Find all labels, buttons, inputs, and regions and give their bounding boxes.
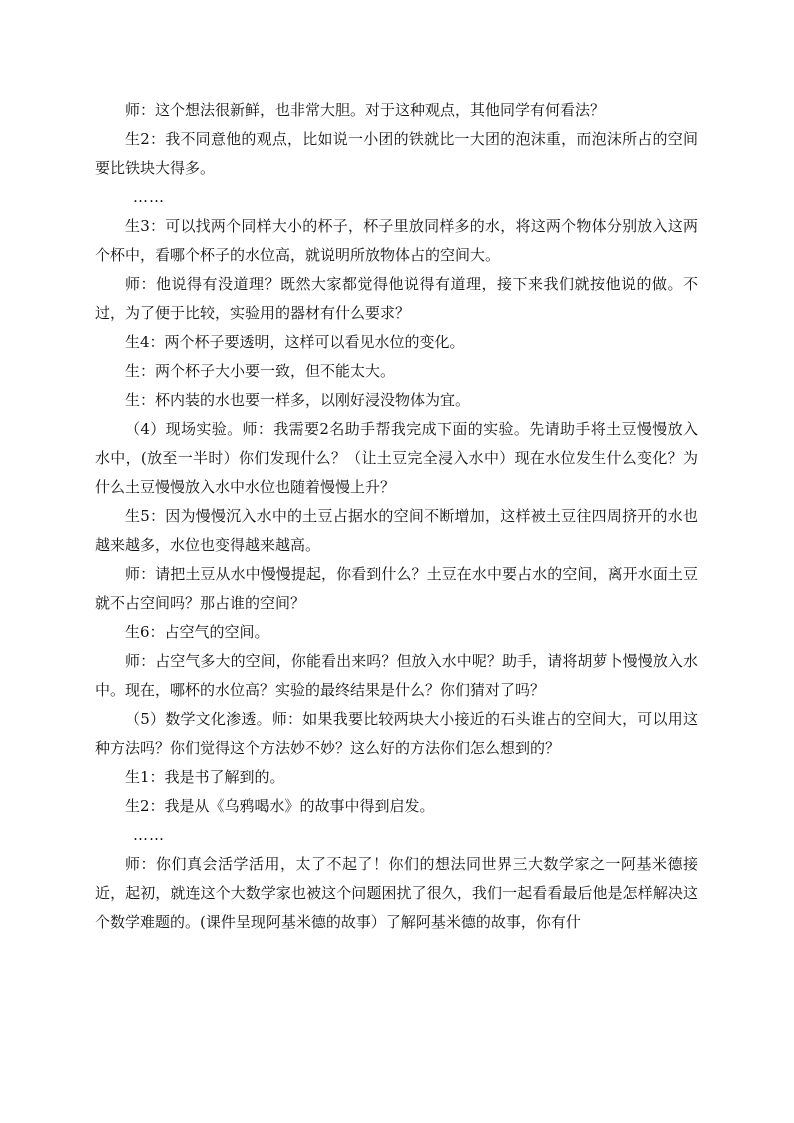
- paragraph-teacher-carrot: 师：占空气多大的空间，你能看出来吗？但放入水中呢？助手，请将胡萝卜慢慢放入水中。现在，哪杯的水位高？实验的最终结果是什么？你们猜对了吗？: [95, 652, 698, 699]
- paragraph-student5-answer: 生5：因为慢慢沉入水中的土豆占据水的空间不断增加，这样被土豆往四周挤开的水也越来越多，水位也变得越来越高。: [95, 507, 698, 554]
- paragraph-student6-answer: 生6：占空气的空间。: [125, 623, 270, 641]
- paragraph-student2-answer: 生2：我不同意他的观点，比如说一小团的铁就比一大团的泡沫重，而泡沫所占的空间要比铁块大得多。: [95, 130, 698, 177]
- paragraph-student-cup-size: 生：两个杯子大小要一致，但不能太大。: [125, 362, 396, 380]
- ellipsis-mark: ……: [133, 826, 165, 844]
- paragraph-teacher-question: 师：这个想法很新鲜，也非常大胆。对于这种观点，其他同学有何看法？: [125, 101, 606, 119]
- paragraph-teacher-archimedes: 师：你们真会活学活用，太了不起了！你们的想法同世界三大数学家之一阿基米德接近，起初，就连这个大数学家也被这个问题困扰了很久，我们一起看看最后他是怎样解决这个数学难题的。(课件呈现阿基米德的故事）了解阿基米德的故事，你有什: [95, 855, 698, 931]
- paragraph-teacher-requirements: 师：他说得有没道理？既然大家都觉得他说得有道理，接下来我们就按他说的做。不过，为了便于比较，实验用的器材有什么要求？: [95, 275, 698, 322]
- paragraph-student4-answer: 生4：两个杯子要透明，这样可以看见水位的变化。: [125, 333, 465, 351]
- ellipsis-mark: ……: [133, 188, 165, 206]
- paragraph-student2-crow: 生2：我是从《乌鸦喝水》的故事中得到启发。: [125, 797, 435, 815]
- paragraph-math-culture: （5）数学文化渗透。师：如果我要比较两块大小接近的石头谁占的空间大，可以用这种方法吗？你们觉得这个方法妙不妙？这么好的方法你们怎么想到的？: [95, 710, 698, 757]
- paragraph-student-water-amount: 生：杯内装的水也要一样多，以刚好浸没物体为宜。: [125, 391, 471, 409]
- paragraph-student3-answer: 生3：可以找两个同样大小的杯子，杯子里放同样多的水，将这两个物体分别放入这两个杯中，看哪个杯子的水位高，就说明所放物体占的空间大。: [95, 217, 698, 264]
- paragraph-live-experiment: （4）现场实验。师：我需要2名助手帮我完成下面的实验。先请助手将土豆慢慢放入水中，(放至一半时）你们发现什么？（让土豆完全浸入水中）现在水位发生什么变化？为什么土豆慢慢放入水中水位也随着慢慢上升？: [95, 420, 698, 496]
- document-body: [95, 96, 698, 937]
- paragraph-teacher-lift-potato: 师：请把土豆从水中慢慢提起，你看到什么？土豆在水中要占水的空间，离开水面土豆就不占空间吗？那占谁的空间？: [95, 565, 698, 612]
- paragraph-student1-book: 生1：我是书了解到的。: [125, 768, 285, 786]
